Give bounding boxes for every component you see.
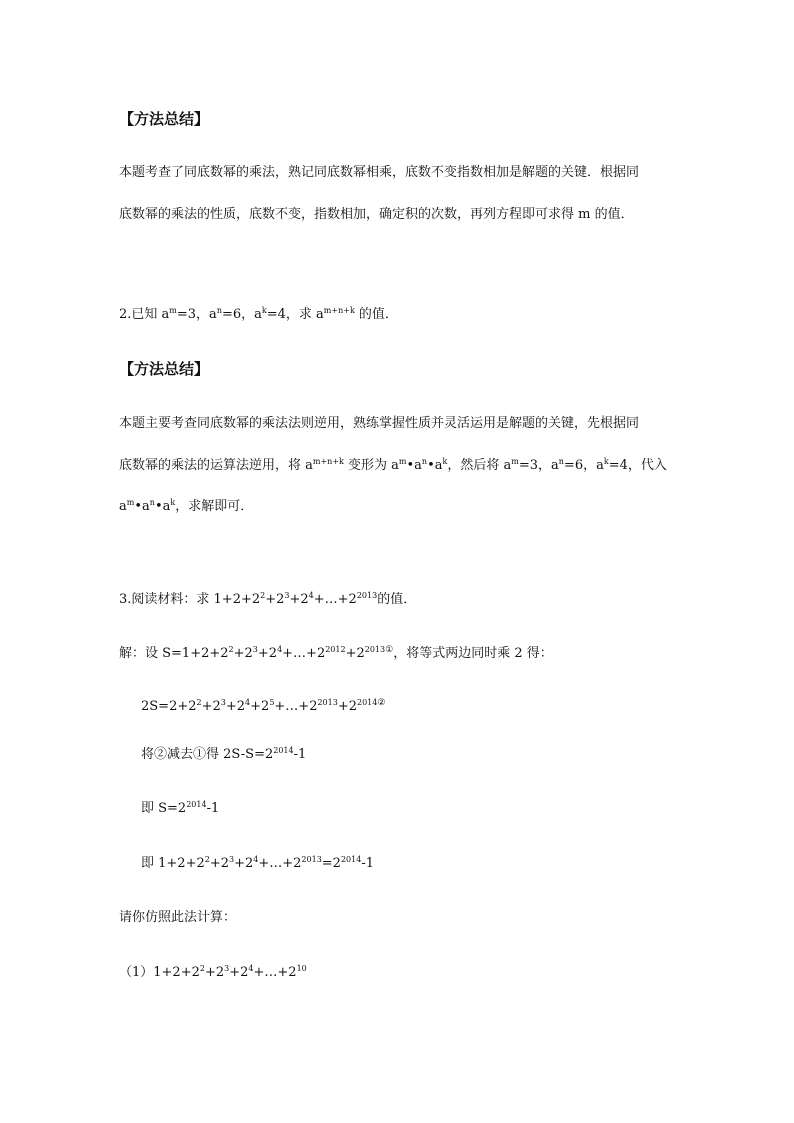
instruction-line: 请你仿照此法计算： bbox=[119, 910, 237, 925]
summary-2-line-3: $a^m•a^n•a^k$，求解即可． bbox=[119, 498, 254, 514]
method-summary-heading-1: 【方法总结】 bbox=[119, 110, 210, 128]
solution-line-5: 即 $1+2+2^2+2^3+2^4+\dots+2^{2013}=2^{2014}-1$ bbox=[141, 855, 374, 871]
solution-line-3: 将②减去①得 $2S-S=2^{2014}-1$ bbox=[141, 746, 307, 762]
question-2: 2.已知 $a^m=3$，$a^n=6$，$a^k=4$，求 $a^{m+n+k}$ 的值． bbox=[119, 306, 398, 322]
sub-question-1: $(1)1+2+2^2+2^3+2^4+\dots+2^{10}$ bbox=[119, 964, 307, 980]
solution-line-2: $2S=2+2^2+2^3+2^4+2^5+\dots+2^{2013}+2^{2014②}$ bbox=[141, 698, 386, 714]
summary-2-line-2: 底数幂的乘法的运算法逆用，将 $a^{m+n+k}$ 变形为 $a^m•a^n•a^k$，然后将 $a^m=3$，$a^n=6$，$a^k=4$，代入 bbox=[119, 457, 667, 473]
question-3-reading: 3.阅读材料：求 $1+2+2^2+2^3+2^4+\dots+2^{2013}$的值． bbox=[119, 591, 417, 607]
summary-1-line-2: 底数幂的乘法的性质，底数不变，指数相加，确定积的次数，再列方程即可求得 m 的值． bbox=[119, 207, 634, 222]
solution-line-4: 即 $S=2^{2014}-1$ bbox=[141, 800, 220, 816]
solution-line-1: 解：设 $S=1+2+2^2+2^3+2^4+\dots+2^{2012}+2^{2013①}$，将等式两边同时乘 2 得： bbox=[119, 645, 553, 661]
summary-2-line-1: 本题主要考查同底数幂的乘法法则逆用，熟练掌握性质并灵活运用是解题的关键，先根据同 bbox=[119, 416, 640, 431]
summary-1-line-1: 本题考查了同底数幂的乘法，熟记同底数幂相乘，底数不变指数相加是解题的关键．根据同 bbox=[119, 165, 640, 180]
method-summary-heading-2: 【方法总结】 bbox=[119, 360, 210, 378]
